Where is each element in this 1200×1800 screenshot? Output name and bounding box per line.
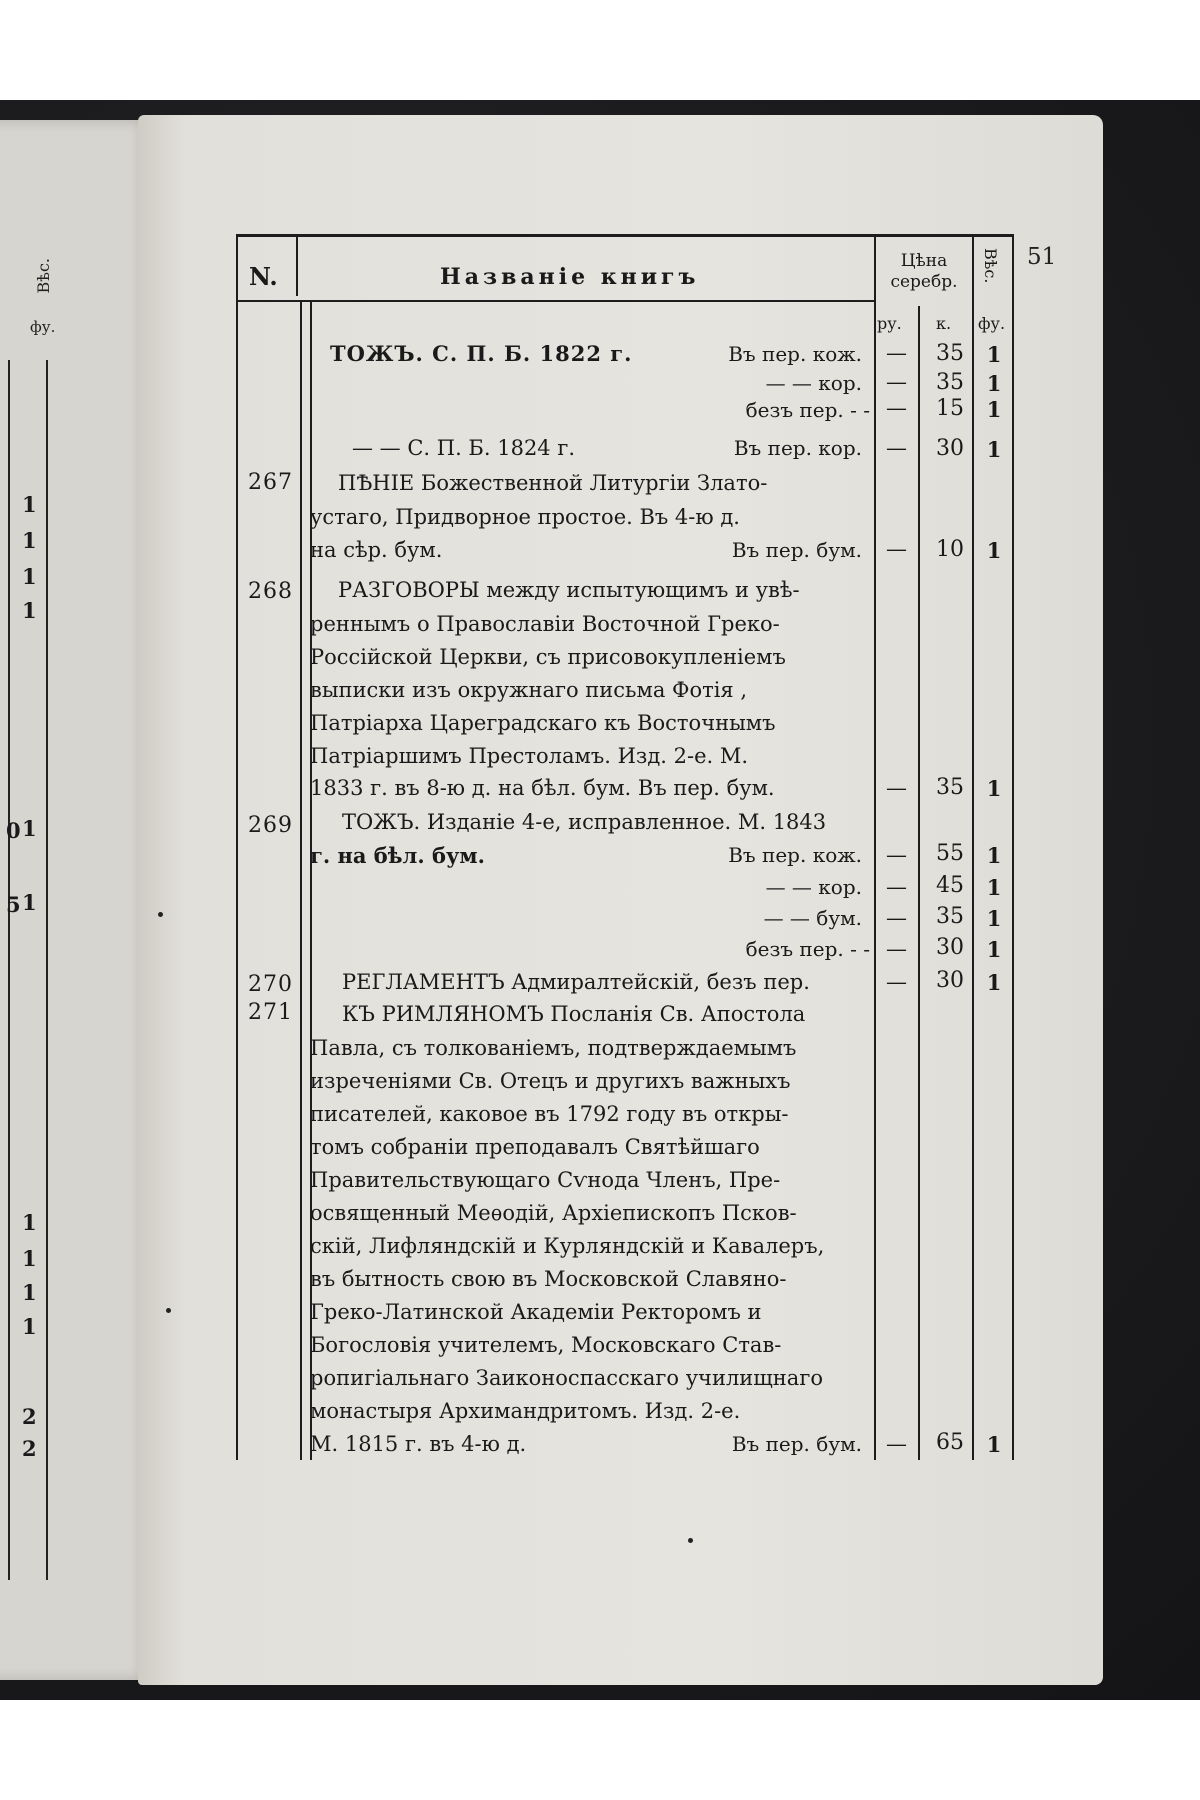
entry-description-line: г. на бѣл. бум. — [310, 843, 485, 868]
entry-weight: 1 — [986, 371, 1002, 396]
entry-description-line: Павла, съ толкованіемъ, подтверждаемымъ — [310, 1036, 797, 1060]
entry-description-line: выписки изъ окружнаго письма Фотія , — [310, 678, 748, 702]
entry-binding: безъ пер. - - — [745, 398, 870, 422]
entry-description: — — С. П. Б. 1824 г. — [352, 436, 576, 460]
entry-rubles: — — [886, 843, 907, 867]
entry-kopecks: 35 — [936, 775, 964, 800]
header-kop: к. — [936, 314, 952, 333]
left-weight-value: 1 — [22, 816, 37, 841]
entry-weight: 1 — [986, 843, 1002, 868]
entry-description-line: освященный Меѳодій, Архіепископъ Псков- — [310, 1201, 797, 1225]
price-column-rule — [972, 236, 974, 1460]
entry-weight: 1 — [986, 342, 1002, 367]
entry-description-line: монастыря Архимандритомъ. Изд. 2-е. — [310, 1399, 741, 1423]
entry-binding: Въ пер. бум. — [731, 538, 862, 562]
entry-rubles: — — [886, 370, 907, 394]
paper-speck — [166, 1308, 171, 1313]
entry-binding: — — бум. — [763, 906, 862, 930]
entry-description-line: на сѣр. бум. — [310, 538, 443, 562]
left-weight-header: Вѣс. — [34, 258, 53, 294]
left-weight-value: 1 — [22, 1314, 37, 1339]
left-weight-value: 1 — [22, 1210, 37, 1235]
left-weight-value: 1 — [22, 564, 37, 589]
num-header-rule — [296, 236, 298, 296]
entry-binding: — — кор. — [765, 371, 862, 395]
entry-weight: 1 — [986, 776, 1002, 801]
rub-column-rule — [918, 306, 920, 1460]
num-column-rule — [300, 300, 302, 1460]
entry-binding: Въ пер. бум. — [731, 1432, 862, 1456]
entry-kopecks: 65 — [936, 1430, 964, 1455]
paper-speck — [688, 1538, 693, 1543]
left-weight-value: 1 — [22, 528, 37, 553]
entry-kopecks: 45 — [936, 873, 964, 898]
entry-kopecks: 30 — [936, 935, 964, 960]
left-weight-value: 1 — [22, 1280, 37, 1305]
entry-weight: 1 — [986, 397, 1002, 422]
entry-description-line: 1833 г. въ 8-ю д. на бѣл. бум. Въ пер. бум. — [310, 776, 775, 800]
left-weight-value: 2 — [22, 1436, 37, 1461]
entry-description-line: М. 1815 г. въ 4-ю д. — [310, 1432, 527, 1456]
header-title: Названіе книгъ — [440, 264, 700, 290]
entry-description-line: Россійской Церкви, съ присовокупленіемъ — [310, 645, 786, 669]
entry-number: 267 — [248, 470, 293, 495]
header-weight: Вѣс. — [981, 248, 1000, 284]
entry-weight: 1 — [986, 937, 1002, 962]
header-fu: фу. — [978, 314, 1006, 333]
entry-description-line: скій, Лифляндскій и Курляндскій и Кавалеръ, — [310, 1234, 825, 1258]
entry-rubles: — — [886, 875, 907, 899]
entry-description-line: въ бытность свою въ Московской Славяно- — [310, 1267, 787, 1291]
entry-rubles: — — [886, 970, 907, 994]
entry-description-line: КЪ РИМЛЯНОМЪ Посланія Св. Апостола — [342, 1002, 806, 1026]
entry-rubles: — — [886, 537, 907, 561]
table-left-rule — [236, 234, 238, 1460]
entry-rubles: — — [886, 937, 907, 961]
entry-description-line: ПѢНІЕ Божественной Литургіи Злато- — [338, 471, 768, 495]
entry-binding: Въ пер. кож. — [728, 342, 862, 366]
entry-number: 270 — [248, 972, 293, 997]
entry-binding: — — кор. — [765, 875, 862, 899]
left-weight-value: 1 — [22, 598, 37, 623]
left-weight-value: 1 — [22, 1246, 37, 1271]
entry-rubles: — — [886, 341, 907, 365]
entry-rubles: — — [886, 396, 907, 420]
left-weight-value: 1 — [22, 492, 37, 517]
entry-description-line: устаго, Придворное простое. Въ 4-ю д. — [310, 505, 740, 529]
entry-description-line: Богословія учителемъ, Московскаго Став- — [310, 1333, 782, 1357]
entry-description-line: реннымъ о Православіи Восточной Греко- — [310, 612, 780, 636]
header-price: Цѣна серебр. — [890, 251, 958, 292]
page-number: 51 — [1027, 244, 1057, 270]
entry-weight: 1 — [986, 437, 1002, 462]
entry-weight: 1 — [986, 970, 1002, 995]
entry-number: 271 — [248, 1000, 293, 1025]
left-weight-value: 1 — [22, 890, 37, 915]
entry-binding: Въ пер. кож. — [728, 843, 862, 867]
header-rub: ру. — [877, 314, 902, 333]
left-weight-value: 2 — [22, 1404, 37, 1429]
title-column-rule — [874, 236, 876, 1460]
entry-kopecks: 30 — [936, 436, 964, 461]
entry-rubles: — — [886, 776, 907, 800]
entry-description-line: писателей, каковое въ 1792 году въ откры- — [310, 1102, 789, 1126]
entry-number: 268 — [248, 579, 293, 604]
entry-kopecks: 10 — [936, 537, 964, 562]
entry-kopecks: 35 — [936, 370, 964, 395]
entry-kopecks: 30 — [936, 968, 964, 993]
entry-binding: безъ пер. - - — [745, 937, 870, 961]
entry-description-line: РЕГЛАМЕНТЪ Адмиралтейскій, безъ пер. — [342, 970, 810, 994]
entry-kopecks: 55 — [936, 841, 964, 866]
entry-kopecks: 35 — [936, 904, 964, 929]
entry-rubles: — — [886, 1432, 907, 1456]
header-bottom-rule — [236, 300, 874, 302]
entry-description-line: томъ собраніи преподавалъ Святѣйшаго — [310, 1135, 760, 1159]
entry-weight: 1 — [986, 906, 1002, 931]
entry-rubles: — — [886, 436, 907, 460]
entry-description-line: Правительствующаго Сѵнода Членъ, Пре- — [310, 1168, 781, 1192]
entry-weight: 1 — [986, 538, 1002, 563]
entry-kopecks: 15 — [936, 396, 964, 421]
entry-binding: Въ пер. кор. — [733, 436, 862, 460]
entry-weight: 1 — [986, 875, 1002, 900]
entry-description-line: изреченіями Св. Отецъ и другихъ важныхъ — [310, 1069, 791, 1093]
entry-description: ТОЖЪ. С. П. Б. 1822 г. — [330, 341, 633, 366]
entry-description-line: Патріаршимъ Престоламъ. Изд. 2-е. М. — [310, 744, 749, 768]
left-weight-value: 0 — [6, 818, 21, 843]
entry-rubles: — — [886, 906, 907, 930]
entry-description-line: ТОЖЪ. Изданіе 4-е, исправленное. М. 1843 — [342, 810, 827, 834]
entry-kopecks: 35 — [936, 341, 964, 366]
table-right-rule — [1012, 236, 1014, 1460]
entry-number: 269 — [248, 813, 293, 838]
entry-description-line: Патріарха Цареградскаго къ Восточнымъ — [310, 711, 776, 735]
left-weight-value: 5 — [6, 892, 21, 917]
paper-speck — [158, 912, 163, 917]
entry-description-line: Греко-Латинской Академіи Ректоромъ и — [310, 1300, 762, 1324]
left-fu-header: фу. — [30, 318, 56, 336]
entry-weight: 1 — [986, 1432, 1002, 1457]
entry-description-line: ропигіальнаго Заиконоспасскаго училищнаго — [310, 1366, 823, 1390]
header-number: N. — [249, 262, 278, 291]
entry-description-line: РАЗГОВОРЫ между испытующимъ и увѣ- — [338, 578, 800, 602]
